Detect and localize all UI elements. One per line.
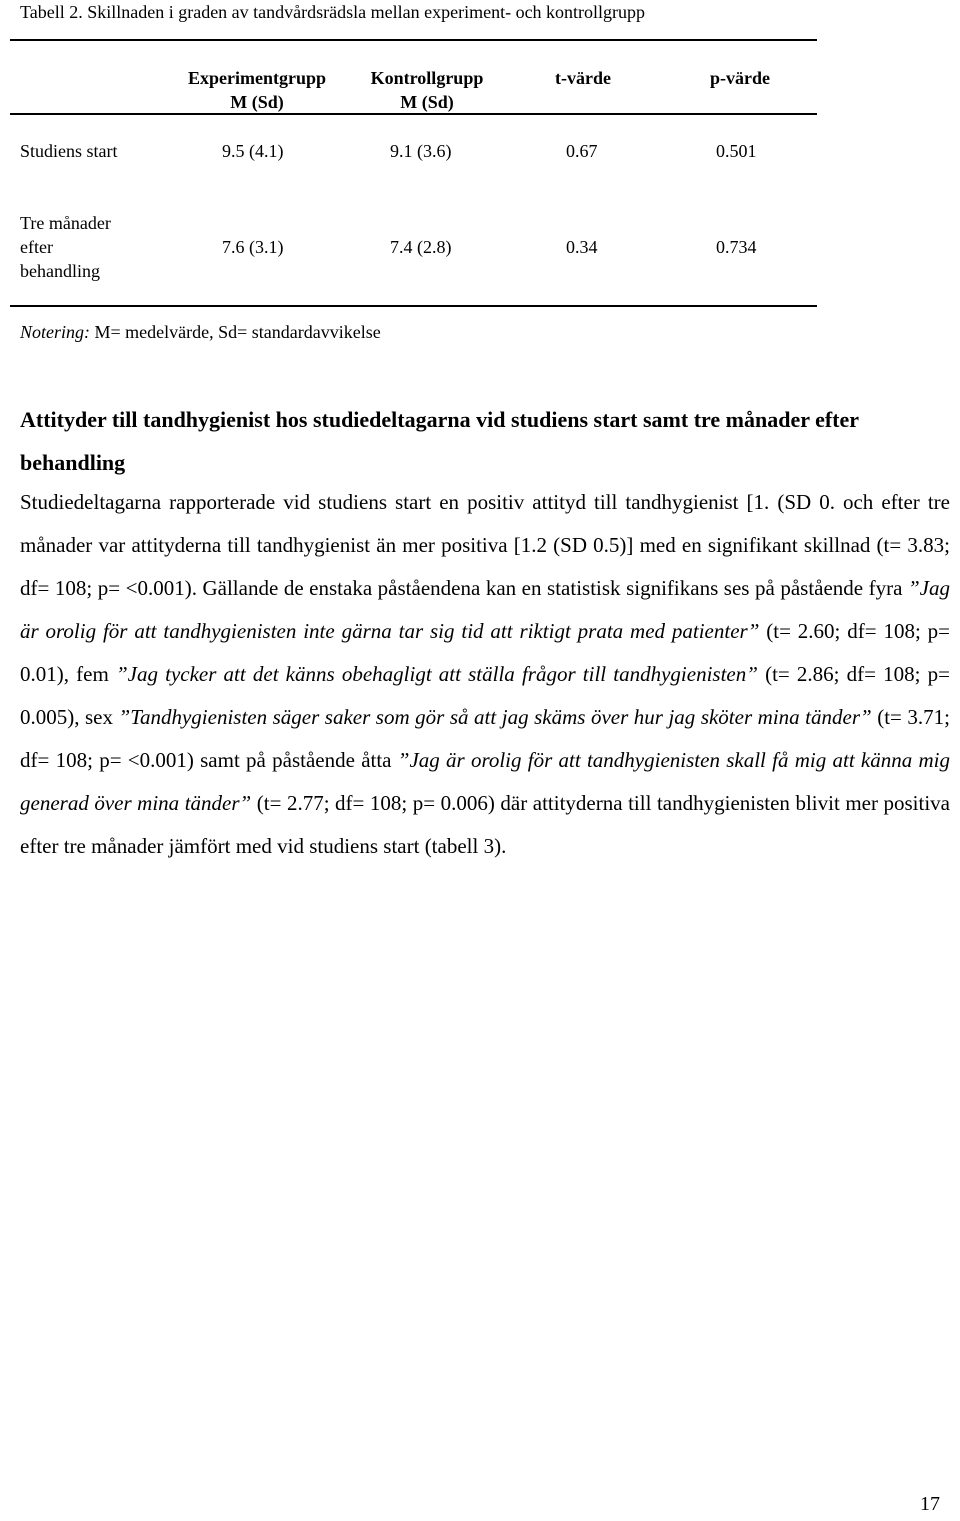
- header-experimentgrupp: [168, 66, 346, 114]
- note-text: M= medelvärde, Sd= standardavvikelse: [90, 322, 381, 342]
- page-number: 17: [920, 1493, 940, 1515]
- header-t-varde: [530, 66, 636, 90]
- header-line: t-värde: [555, 68, 611, 88]
- table-cell-p: 0.734: [716, 237, 757, 257]
- table-header-rule: [10, 113, 817, 115]
- quoted-statement: ”Jag tycker att det känns obehagligt att ställa frågor till tandhygienisten”: [115, 662, 758, 686]
- quoted-statement: ”Jag är orolig för att tandhygienisten inte gärna tar sig tid att riktigt prata med patienter”: [20, 576, 950, 643]
- note-label: Notering:: [20, 322, 90, 342]
- table-row-label: Tre månader efter behandling: [20, 213, 111, 281]
- para-text: Studiedeltagarna rapporterade vid studiens start en positiv attityd till tandhygienist [1. (SD 0. och efter tre månader var attityderna till tandhygienist än mer positiva [1.2 (SD 0.5)] med en signifikant skillnad (t= 3.83; df= 108; p= <0.001). Gällande de enstaka påståendena kan en statistisk signifikans ses på påstående fyra: [20, 490, 950, 600]
- para-text: (t= 2.77; df= 108; p= 0.006) där attityderna till tandhygienisten blivit mer positiva efter tre månader jämfört med vid studiens start (tabell 3).: [20, 791, 950, 858]
- header-line: M (Sd): [230, 92, 284, 112]
- header-line: M (Sd): [400, 92, 454, 112]
- header-kontrollgrupp: [346, 66, 508, 114]
- header-line: p-värde: [710, 68, 770, 88]
- quoted-statement: ”Jag är orolig för att tandhygienisten skall få mig att känna mig generad över mina tänder”: [20, 748, 950, 815]
- para-text: (t= 2.60; df= 108; p= 0.01), fem: [20, 619, 950, 686]
- quoted-statement: ”Tandhygienisten säger saker som gör så att jag skäms över hur jag sköter mina tänder”: [118, 705, 872, 729]
- table-cell-exp: 7.6 (3.1): [222, 237, 284, 257]
- body-paragraph: [20, 481, 950, 868]
- table-row-label: Studiens start: [20, 141, 118, 161]
- table-cell-ctrl: 9.1 (3.6): [390, 141, 452, 161]
- header-line: Experimentgrupp: [187, 68, 326, 88]
- table-cell-t: 0.34: [566, 237, 598, 257]
- para-text: (t= 2.86; df= 108; p= 0.005), sex: [20, 662, 950, 729]
- table-caption: Tabell 2. Skillnaden i graden av tandvårdsrädsla mellan experiment- och kontrollgrupp: [20, 2, 646, 22]
- table-note: [20, 322, 381, 343]
- table-top-rule: [10, 39, 817, 41]
- table-cell-t: 0.67: [566, 141, 598, 161]
- table-bottom-rule: [10, 305, 817, 307]
- table-cell-ctrl: 7.4 (2.8): [390, 237, 452, 257]
- section-heading: Attityder till tandhygienist hos studiedeltagarna vid studiens start samt tre månader efter behandling: [20, 407, 859, 475]
- header-line: Kontrollgrupp: [370, 68, 484, 88]
- para-text: (t= 3.71; df= 108; p= <0.001) samt på påstående åtta: [20, 705, 950, 772]
- table-cell-p: 0.501: [716, 141, 757, 161]
- header-p-varde: [690, 66, 790, 90]
- table-cell-exp: 9.5 (4.1): [222, 141, 284, 161]
